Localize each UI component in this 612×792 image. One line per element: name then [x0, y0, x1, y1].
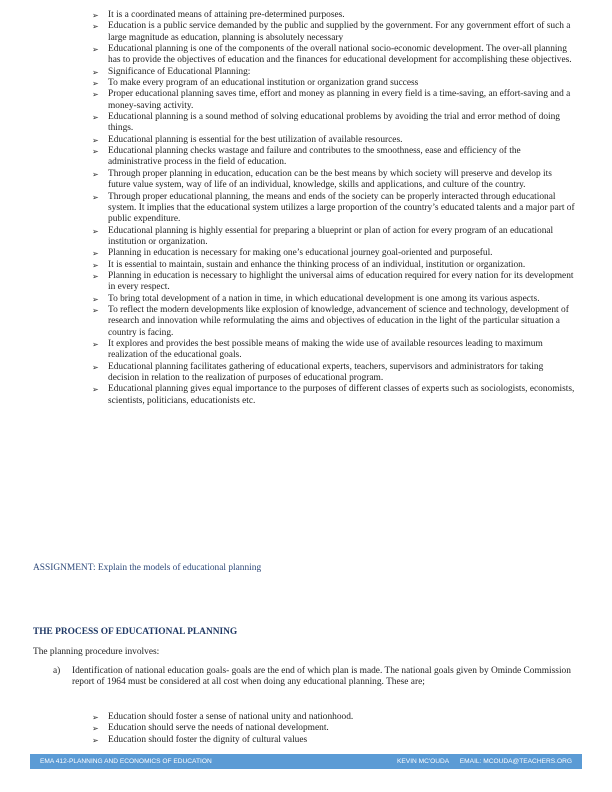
arrow-bullet-icon: ➢	[92, 735, 99, 745]
list-item-text: To bring total development of a nation in time, in which educational development is one among its various aspects.	[108, 293, 540, 304]
list-item	[90, 248, 576, 259]
process-step-a	[53, 666, 578, 689]
arrow-bullet-icon: ➢	[92, 271, 99, 281]
list-item-text: It explores and provides the best possible means of making the wide use of available resources leading to maximum realization of the educational goals.	[108, 338, 543, 361]
list-item	[90, 67, 576, 78]
step-text: Identification of national education goals- goals are the end of which plan is made. The national goals given by Ominde Commission report of 1964 must be considered at all cost when doing any educational planning. These are;	[72, 666, 571, 688]
footer-course: EMA 412-PLANNING AND ECONOMICS OF EDUCATION	[40, 758, 212, 765]
list-item	[90, 271, 576, 294]
list-item	[90, 89, 576, 112]
list-item	[90, 146, 576, 169]
arrow-bullet-icon: ➢	[92, 713, 99, 722]
arrow-bullet-icon: ➢	[92, 226, 99, 236]
list-item-text: Education should serve the needs of national development.	[108, 723, 329, 734]
list-item	[90, 712, 353, 723]
arrow-bullet-icon: ➢	[92, 294, 99, 304]
list-item-text: Education is a public service demanded by the public and supplied by the government. For any government effort of such a large magnitude as education, planning is absolutely necessary	[108, 21, 571, 43]
list-item-text: Through proper planning in education, education can be the best means by which society will preserve and develop its future value system, way of life of an individual, knowledge, skills and applications, and culture of the country.	[108, 168, 552, 191]
list-item	[90, 169, 576, 192]
list-item-text: Educational planning is one of the components of the overall national socio-economic development. The over-all planning has to provide the objectives of education and the finances for educational development for accomplishing these objectives.	[108, 44, 572, 66]
list-item-text: Significance of Educational Planning:	[108, 66, 251, 77]
arrow-bullet-icon: ➢	[92, 169, 99, 179]
intro-text: The planning procedure involves:	[33, 647, 160, 657]
list-item	[90, 44, 576, 67]
section-heading: THE PROCESS OF EDUCATIONAL PLANNING	[33, 627, 238, 637]
list-item	[90, 735, 353, 746]
list-item-text: To reflect the modern developments like explosion of knowledge, advancement of science and technology, development of research and innovation while reformulating the aims and objectives of education in the light of the particular situation a country is facing.	[108, 304, 569, 338]
list-item-text: It is a coordinated means of attaining pre-determined purposes.	[108, 10, 345, 20]
list-item-text: Proper educational planning saves time, effort and money as planning in every field is a time-saving, an effort-saving and a money-saving activity.	[108, 89, 571, 111]
list-item-text: Educational planning facilitates gathering of educational experts, teachers, supervisors and administrators for taking decision in relation to the realization of purposes of educational program.	[108, 361, 544, 383]
footer-email: EMAIL: MCOUDA@TEACHERS.ORG	[459, 758, 572, 765]
list-item-text: Education should foster the dignity of cultural values	[108, 734, 308, 745]
arrow-bullet-icon: ➢	[92, 724, 99, 734]
arrow-bullet-icon: ➢	[92, 113, 99, 123]
list-item-text: Educational planning checks wastage and failure and contributes to the smoothness, ease and efficiency of the administrative process in the field of education.	[108, 146, 521, 168]
list-item	[90, 78, 576, 89]
list-item-text: It is essential to maintain, sustain and enhance the thinking process of an individual, institution or organization.	[108, 259, 526, 270]
arrow-bullet-icon: ➢	[92, 45, 99, 55]
national-goals-list	[90, 712, 353, 746]
arrow-bullet-icon: ➢	[92, 260, 99, 270]
arrow-bullet-icon: ➢	[92, 192, 99, 202]
list-item	[90, 260, 576, 271]
list-item	[90, 384, 576, 407]
arrow-bullet-icon: ➢	[92, 385, 99, 395]
list-item	[90, 21, 576, 44]
list-item	[90, 305, 576, 339]
arrow-bullet-icon: ➢	[92, 90, 99, 100]
list-item-text: Education should foster a sense of national unity and nationhood.	[108, 712, 354, 722]
list-item	[90, 362, 576, 385]
list-item-text: Through proper educational planning, the means and ends of the society can be properly interacted through educational system. It implies that the educational system utilizes a large proportion of the country’s educated talents and a major part of public expenditure.	[108, 191, 575, 225]
list-item-text: Educational planning is highly essential for preparing a blueprint or plan of action for every program of an educational institution or organization.	[108, 225, 554, 247]
step-label: a)	[53, 666, 61, 676]
list-item	[90, 192, 576, 226]
list-item	[90, 135, 576, 146]
list-item	[90, 339, 576, 362]
list-item	[90, 294, 576, 305]
arrow-bullet-icon: ➢	[92, 135, 99, 145]
list-item-text: Planning in education is necessary to highlight the universal aims of education required for every nation for its development in every respect.	[108, 270, 574, 293]
list-item	[90, 112, 576, 135]
assignment-note: ASSIGNMENT: Explain the models of educational planning	[33, 563, 262, 573]
arrow-bullet-icon: ➢	[92, 147, 99, 157]
list-item	[90, 10, 576, 21]
footer-author: KEVIN MC'OUDA	[397, 758, 450, 765]
arrow-bullet-icon: ➢	[92, 362, 99, 372]
list-item-text: Educational planning gives equal importance to the purposes of different classes of experts such as sociologists, economists, scientists, politicians, educationists etc.	[108, 384, 575, 406]
list-item-text: To make every program of an educational institution or organization grand success	[108, 78, 419, 89]
arrow-bullet-icon: ➢	[92, 22, 99, 32]
list-item	[90, 723, 353, 734]
list-item-text: Educational planning is a sound method of solving educational problems by avoiding the trial and error method of doing things.	[108, 112, 560, 134]
arrow-bullet-icon: ➢	[92, 305, 99, 315]
list-item	[90, 226, 576, 249]
arrow-bullet-icon: ➢	[92, 67, 99, 77]
significance-bullet-list	[90, 10, 576, 407]
arrow-bullet-icon: ➢	[92, 339, 99, 349]
list-item-text: Planning in education is necessary for making one’s educational journey goal-oriented and purposeful.	[108, 248, 493, 259]
list-item-text: Educational planning is essential for the best utilization of available resources.	[108, 134, 403, 145]
arrow-bullet-icon: ➢	[92, 79, 99, 89]
page-footer	[30, 754, 582, 769]
arrow-bullet-icon: ➢	[92, 249, 99, 259]
arrow-bullet-icon: ➢	[92, 11, 99, 20]
